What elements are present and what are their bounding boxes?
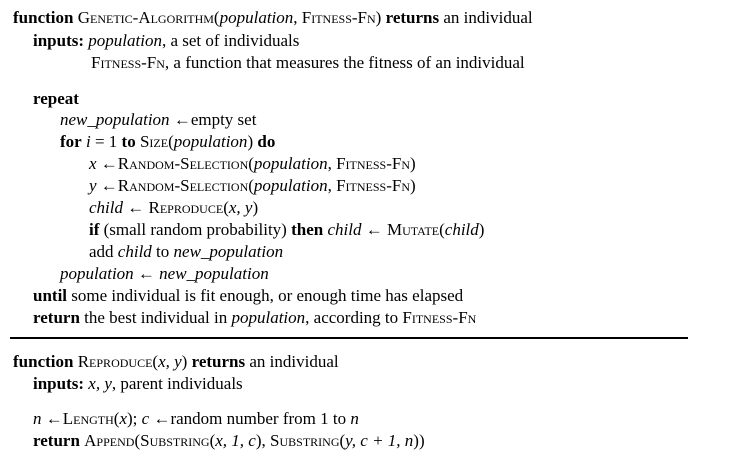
for-loop-line: for i = 1 to Size(population) do <box>60 132 276 151</box>
input-fitness-fn-desc: , a function that measures the fitness of an individual <box>164 53 525 72</box>
returns-text: an individual <box>443 8 533 27</box>
ga-return-line: return the best individual in population, according to Fitness-Fn <box>33 308 477 327</box>
input-population: population <box>88 31 162 50</box>
param-fitness-fn: Fitness-Fn <box>301 8 376 27</box>
keyword-returns: returns <box>385 8 440 27</box>
ga-signature: function Genetic-Algorithm(population, Fitness-Fn) returns an individual <box>13 8 533 27</box>
reproduce-return-line: return Append(Substring(x, 1, c), Substring(y, c + 1, n)) <box>33 431 425 450</box>
keyword-repeat: repeat <box>33 89 79 108</box>
keyword-inputs: inputs: <box>33 31 85 50</box>
init-new-population-line: new_population ←empty set <box>60 110 257 129</box>
reproduce-signature: function Reproduce(x, y) returns an individual <box>13 352 339 371</box>
ga-inputs-line-2 <box>91 53 525 73</box>
section-divider <box>10 337 688 339</box>
add-child-line: add child to new_population <box>89 242 284 261</box>
reproduce-call-line: child ← Reproduce(x, y) <box>89 198 259 217</box>
ga-inputs-line-1 <box>33 31 299 51</box>
select-x-line: x ←Random-Selection(population, Fitness-Fn) <box>89 154 416 173</box>
input-fitness-fn: Fitness-Fn <box>91 53 165 72</box>
until-line: until some individual is fit enough, or enough time has elapsed <box>33 286 464 305</box>
reproduce-inputs-line: inputs: x, y, parent individuals <box>33 374 243 393</box>
input-population-desc: , a set of individuals <box>161 31 300 50</box>
keyword-function: function <box>13 8 74 27</box>
select-y-line: y ←Random-Selection(population, Fitness-Fn) <box>89 176 416 195</box>
reproduce-assign-line: n ←Length(x); c ←random number from 1 to n <box>33 409 359 428</box>
param-population: population <box>219 8 294 27</box>
mutate-line: if (small random probability) then child ← Mutate(child) <box>89 220 485 239</box>
repeat-line <box>33 89 79 109</box>
function-name: Genetic-Algorithm <box>77 8 214 27</box>
assign-population-line: population ← new_population <box>60 264 269 283</box>
